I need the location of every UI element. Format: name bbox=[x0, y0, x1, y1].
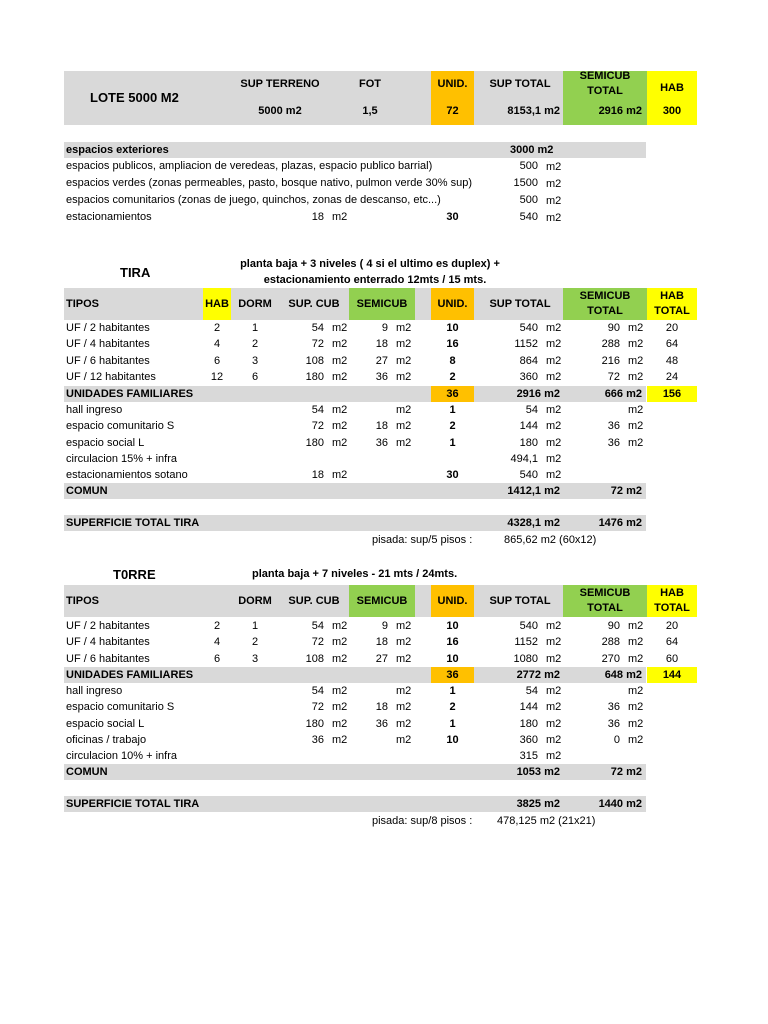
torre-comun-total-semitotal: 72 m2 bbox=[610, 766, 642, 778]
comun-semitotal: 36 bbox=[607, 436, 620, 449]
comun-semicub-unit: m2 bbox=[396, 685, 412, 697]
unit-hab: 2 bbox=[213, 620, 221, 632]
unit-suptotal-unit: m2 bbox=[546, 322, 562, 334]
comun-semicub: 18 bbox=[375, 420, 388, 433]
unit-supcub: 54 bbox=[311, 322, 324, 334]
comun-tipo: oficinas / trabajo bbox=[66, 733, 147, 746]
unit-semicub-unit: m2 bbox=[396, 370, 412, 383]
unit-habtotal: 48 bbox=[665, 354, 679, 367]
lote-hab-label: HAB bbox=[660, 82, 684, 94]
exteriores-row-value: 500 bbox=[519, 194, 538, 206]
comun-suptotal-unit: m2 bbox=[546, 685, 562, 697]
comun-suptotal: 180 bbox=[519, 436, 538, 449]
torre-header-semicub-total-1: SEMICUB bbox=[579, 587, 631, 599]
exteriores-row-unit: m2 bbox=[546, 212, 562, 224]
lote-sup-total-value: 8153,1 m2 bbox=[507, 105, 560, 117]
torre-header-semicub-total-2: TOTAL bbox=[587, 602, 623, 614]
exteriores-row-unid: 30 bbox=[446, 211, 459, 223]
torre-comun-total-suptotal: 1053 m2 bbox=[516, 766, 560, 778]
comun-unid: 1 bbox=[449, 717, 456, 730]
unit-habtotal: 20 bbox=[665, 322, 679, 334]
exteriores-row-label: espacios publicos, ampliacion de veredeas, plazas, espacio publico barrial) bbox=[66, 160, 433, 172]
comun-unid: 30 bbox=[446, 469, 459, 482]
comun-tipo: estacionamientos sotano bbox=[66, 469, 188, 482]
exteriores-header: espacios exteriores bbox=[66, 144, 169, 156]
torre-header-semicub: SEMICUB bbox=[356, 595, 408, 607]
unit-unid: 16 bbox=[446, 338, 459, 351]
tira-pisada-value: 865,62 m2 (60x12) bbox=[504, 534, 597, 546]
comun-tipo: circulacion 10% + infra bbox=[66, 750, 177, 763]
comun-semitotal-unit: m2 bbox=[628, 436, 644, 449]
exteriores-row-label: espacios comunitarios (zonas de juego, quinchos, zonas de descanso, etc...) bbox=[66, 194, 441, 206]
unit-semitotal-unit: m2 bbox=[628, 620, 644, 632]
unit-semicub: 36 bbox=[375, 370, 388, 383]
tira-total-suptotal: 4328,1 m2 bbox=[507, 517, 560, 529]
tira-header-unid: UNID. bbox=[437, 298, 468, 310]
comun-tipo: espacio social L bbox=[66, 436, 145, 449]
unit-hab: 2 bbox=[213, 322, 221, 334]
comun-semicub-unit: m2 bbox=[396, 733, 412, 746]
comun-supcub-unit: m2 bbox=[332, 436, 348, 449]
comun-suptotal-unit: m2 bbox=[546, 404, 562, 416]
tira-uf-total-unid: 36 bbox=[446, 388, 459, 400]
unit-hab: 4 bbox=[213, 338, 221, 351]
unit-suptotal-unit: m2 bbox=[546, 652, 562, 665]
exteriores-header-value: 3000 m2 bbox=[510, 144, 554, 156]
comun-semicub: 36 bbox=[375, 436, 388, 449]
torre-header-hab-total-2: TOTAL bbox=[654, 602, 690, 614]
unit-semitotal: 90 bbox=[607, 322, 620, 334]
lote-semicub-value: 2916 m2 bbox=[598, 105, 642, 117]
unit-suptotal: 360 bbox=[519, 370, 538, 383]
unit-hab: 6 bbox=[213, 354, 221, 367]
torre-total-label: SUPERFICIE TOTAL TIRA bbox=[66, 798, 200, 810]
tira-uf-total-label: UNIDADES FAMILIARES bbox=[66, 388, 194, 400]
comun-supcub: 180 bbox=[305, 436, 324, 449]
comun-supcub: 54 bbox=[311, 404, 324, 416]
comun-suptotal: 315 bbox=[519, 750, 538, 763]
unit-habtotal: 20 bbox=[665, 620, 679, 632]
unit-supcub: 108 bbox=[305, 354, 324, 367]
comun-semicub-unit: m2 bbox=[396, 420, 412, 433]
lote-semicub-label-1: SEMICUB bbox=[579, 70, 631, 82]
unit-habtotal: 64 bbox=[665, 636, 679, 649]
unit-semicub: 18 bbox=[375, 338, 388, 351]
comun-unid: 1 bbox=[449, 685, 456, 697]
comun-supcub: 18 bbox=[311, 469, 324, 482]
tira-pisada-label: pisada: sup/5 pisos : bbox=[372, 534, 473, 546]
unit-semitotal-unit: m2 bbox=[628, 652, 644, 665]
unit-suptotal: 1152 bbox=[514, 636, 538, 649]
unit-dorm: 1 bbox=[251, 620, 259, 632]
comun-suptotal: 180 bbox=[519, 717, 538, 730]
tira-total-label: SUPERFICIE TOTAL TIRA bbox=[66, 517, 200, 529]
unit-semicub: 9 bbox=[381, 620, 388, 632]
comun-semicub-unit: m2 bbox=[396, 404, 412, 416]
unit-dorm: 6 bbox=[251, 370, 259, 383]
tira-header-supcub: SUP. CUB bbox=[288, 298, 340, 310]
comun-suptotal-unit: m2 bbox=[546, 733, 562, 746]
unit-suptotal-unit: m2 bbox=[546, 370, 562, 383]
tira-header-hab-total-1: HAB bbox=[660, 290, 684, 302]
unit-semicub: 27 bbox=[375, 652, 388, 665]
comun-supcub-unit: m2 bbox=[332, 685, 348, 697]
unit-semitotal-unit: m2 bbox=[628, 636, 644, 649]
torre-header-supcub: SUP. CUB bbox=[288, 595, 340, 607]
comun-semitotal: 36 bbox=[607, 717, 620, 730]
exteriores-row-label: espacios verdes (zonas permeables, pasto, bosque nativo, pulmon verde 30% sup) bbox=[66, 177, 473, 189]
unit-supcub-unit: m2 bbox=[332, 636, 348, 649]
comun-unid: 1 bbox=[449, 404, 456, 416]
comun-supcub-unit: m2 bbox=[332, 420, 348, 433]
unit-tipo: UF / 6 habitantes bbox=[66, 354, 150, 367]
tira-comun-total-semitotal: 72 m2 bbox=[610, 485, 642, 497]
comun-suptotal-unit: m2 bbox=[546, 420, 562, 433]
unit-unid: 10 bbox=[446, 620, 459, 632]
comun-semitotal: 0 bbox=[613, 733, 620, 746]
unit-suptotal: 540 bbox=[519, 620, 538, 632]
tira-header-hab: HAB bbox=[205, 298, 229, 310]
unit-dorm: 3 bbox=[251, 354, 259, 367]
unit-supcub-unit: m2 bbox=[332, 322, 348, 334]
unit-semitotal: 288 bbox=[601, 338, 620, 351]
comun-semitotal-unit: m2 bbox=[628, 404, 644, 416]
comun-suptotal: 54 bbox=[525, 404, 538, 416]
tira-header-dorm: DORM bbox=[238, 298, 272, 310]
unit-supcub: 108 bbox=[305, 652, 324, 665]
tira-comun-total-suptotal: 1412,1 m2 bbox=[507, 485, 560, 497]
exteriores-row-unit: m2 bbox=[546, 195, 562, 207]
unit-semitotal: 90 bbox=[607, 620, 620, 632]
tira-header-semicub-total-2: TOTAL bbox=[587, 305, 623, 317]
tira-uf-total-semitotal: 666 m2 bbox=[604, 388, 642, 400]
torre-uf-total-unid: 36 bbox=[446, 669, 459, 681]
lote-semicub-label-2: TOTAL bbox=[587, 85, 623, 97]
unit-supcub: 54 bbox=[311, 620, 324, 632]
unit-semitotal-unit: m2 bbox=[628, 322, 644, 334]
comun-tipo: espacio social L bbox=[66, 717, 145, 730]
unit-supcub-unit: m2 bbox=[332, 620, 348, 632]
unit-suptotal-unit: m2 bbox=[546, 354, 562, 367]
unit-semitotal-unit: m2 bbox=[628, 338, 644, 351]
tira-uf-total-habtotal: 156 bbox=[662, 388, 682, 400]
comun-unid: 1 bbox=[449, 436, 456, 449]
unit-habtotal: 60 bbox=[665, 652, 679, 665]
unit-semitotal: 216 bbox=[601, 354, 620, 367]
lote-sup-terreno-label: SUP TERRENO bbox=[240, 78, 320, 90]
comun-semitotal-unit: m2 bbox=[628, 685, 644, 697]
comun-tipo: hall ingreso bbox=[66, 404, 123, 416]
comun-supcub: 36 bbox=[311, 733, 324, 746]
unit-tipo: UF / 6 habitantes bbox=[66, 652, 150, 665]
tira-title: TIRA bbox=[120, 265, 151, 280]
torre-header-unid: UNID. bbox=[437, 595, 468, 607]
comun-suptotal-unit: m2 bbox=[546, 452, 562, 465]
comun-tipo: hall ingreso bbox=[66, 685, 123, 697]
comun-semitotal: 36 bbox=[607, 420, 620, 433]
comun-supcub-unit: m2 bbox=[332, 701, 348, 714]
unit-tipo: UF / 4 habitantes bbox=[66, 636, 150, 649]
torre-total-semitotal: 1440 m2 bbox=[598, 798, 642, 810]
exteriores-row-value: 1500 bbox=[513, 177, 538, 189]
torre-title: T0RRE bbox=[113, 567, 156, 582]
unit-tipo: UF / 2 habitantes bbox=[66, 620, 150, 632]
unit-habtotal: 64 bbox=[665, 338, 679, 351]
tira-note-2: estacionamiento enterrado 12mts / 15 mts. bbox=[263, 274, 487, 286]
torre-header-suptotal: SUP TOTAL bbox=[489, 595, 551, 607]
exteriores-row-unit: m2 bbox=[546, 178, 562, 190]
unit-dorm: 3 bbox=[251, 652, 259, 665]
comun-semitotal-unit: m2 bbox=[628, 420, 644, 433]
unit-semitotal: 288 bbox=[601, 636, 620, 649]
comun-semicub: 36 bbox=[375, 717, 388, 730]
tira-comun-total-label: COMUN bbox=[66, 485, 108, 497]
lote-hab-value: 300 bbox=[662, 105, 682, 117]
tira-note-1: planta baja + 3 niveles ( 4 si el ultimo es duplex) + bbox=[240, 258, 500, 270]
unit-supcub-unit: m2 bbox=[332, 370, 348, 383]
comun-unid: 2 bbox=[449, 701, 456, 714]
comun-tipo: espacio comunitario S bbox=[66, 420, 175, 433]
lote-unid-label: UNID. bbox=[437, 78, 468, 90]
comun-supcub-unit: m2 bbox=[332, 404, 348, 416]
unit-habtotal: 24 bbox=[665, 370, 679, 383]
unit-tipo: UF / 2 habitantes bbox=[66, 322, 150, 334]
unit-semitotal-unit: m2 bbox=[628, 370, 644, 383]
unit-semitotal: 72 bbox=[607, 370, 620, 383]
unit-semicub-unit: m2 bbox=[396, 354, 412, 367]
unit-unid: 10 bbox=[446, 652, 459, 665]
unit-dorm: 2 bbox=[251, 338, 259, 351]
comun-semitotal-unit: m2 bbox=[628, 733, 644, 746]
unit-hab: 12 bbox=[210, 370, 224, 383]
comun-suptotal-unit: m2 bbox=[546, 750, 562, 763]
comun-suptotal: 540 bbox=[519, 469, 538, 482]
exteriores-row-value: 500 bbox=[519, 160, 538, 172]
comun-supcub-unit: m2 bbox=[332, 469, 348, 482]
tira-total-semitotal: 1476 m2 bbox=[598, 517, 642, 529]
comun-tipo: circulacion 15% + infra bbox=[66, 452, 177, 465]
lote-unid-value: 72 bbox=[446, 105, 459, 117]
tira-header-tipos: TIPOS bbox=[66, 298, 100, 310]
unit-supcub: 180 bbox=[305, 370, 324, 383]
unit-semicub: 18 bbox=[375, 636, 388, 649]
unit-tipo: UF / 12 habitantes bbox=[66, 370, 156, 383]
tira-header-semicub: SEMICUB bbox=[356, 298, 408, 310]
lote-fot-value: 1,5 bbox=[362, 105, 378, 117]
lote-sup-total-label: SUP TOTAL bbox=[489, 78, 551, 90]
comun-suptotal-unit: m2 bbox=[546, 717, 562, 730]
unit-suptotal: 540 bbox=[519, 322, 538, 334]
comun-suptotal-unit: m2 bbox=[546, 469, 562, 482]
comun-semitotal-unit: m2 bbox=[628, 717, 644, 730]
exteriores-row-supcub: 18 bbox=[311, 211, 324, 223]
unit-suptotal: 864 bbox=[519, 354, 538, 367]
tira-header-hab-total-2: TOTAL bbox=[654, 305, 690, 317]
unit-suptotal-unit: m2 bbox=[546, 338, 562, 351]
exteriores-row-unit: m2 bbox=[546, 161, 562, 173]
comun-suptotal: 360 bbox=[519, 733, 538, 746]
comun-supcub: 72 bbox=[311, 701, 324, 714]
comun-suptotal: 494,1 bbox=[510, 452, 538, 465]
torre-header-tipos: TIPOS bbox=[66, 595, 100, 607]
comun-unid: 2 bbox=[449, 420, 456, 433]
unit-semicub-unit: m2 bbox=[396, 620, 412, 632]
torre-pisada-label: pisada: sup/8 pisos : bbox=[372, 815, 473, 827]
comun-tipo: espacio comunitario S bbox=[66, 701, 175, 714]
comun-supcub-unit: m2 bbox=[332, 717, 348, 730]
tira-header-semicub-total-1: SEMICUB bbox=[579, 290, 631, 302]
unit-semicub-unit: m2 bbox=[396, 652, 412, 665]
torre-header-hab-total-1: HAB bbox=[660, 587, 684, 599]
comun-suptotal: 144 bbox=[519, 420, 538, 433]
torre-uf-total-label: UNIDADES FAMILIARES bbox=[66, 669, 194, 681]
unit-suptotal-unit: m2 bbox=[546, 620, 562, 632]
torre-note-1: planta baja + 7 niveles - 21 mts / 24mts. bbox=[252, 568, 458, 580]
comun-semicub-unit: m2 bbox=[396, 717, 412, 730]
lote-sup-terreno-value: 5000 m2 bbox=[258, 105, 302, 117]
unit-dorm: 2 bbox=[251, 636, 259, 649]
unit-suptotal: 1152 bbox=[514, 338, 538, 351]
exteriores-row-supcub-unit: m2 bbox=[332, 211, 348, 223]
lote-fot-label: FOT bbox=[359, 78, 381, 90]
torre-pisada-value: 478,125 m2 (21x21) bbox=[497, 815, 596, 827]
unit-supcub-unit: m2 bbox=[332, 652, 348, 665]
unit-unid: 10 bbox=[446, 322, 459, 334]
unit-semicub-unit: m2 bbox=[396, 636, 412, 649]
comun-supcub: 180 bbox=[305, 717, 324, 730]
torre-comun-total-label: COMUN bbox=[66, 766, 108, 778]
comun-supcub: 54 bbox=[311, 685, 324, 697]
comun-suptotal: 54 bbox=[525, 685, 538, 697]
comun-suptotal-unit: m2 bbox=[546, 701, 562, 714]
torre-uf-total-suptotal: 2772 m2 bbox=[516, 669, 560, 681]
comun-semitotal: 36 bbox=[607, 701, 620, 714]
exteriores-row-label: estacionamientos bbox=[66, 211, 152, 223]
unit-hab: 4 bbox=[213, 636, 221, 649]
unit-tipo: UF / 4 habitantes bbox=[66, 338, 150, 351]
torre-total-suptotal: 3825 m2 bbox=[516, 798, 560, 810]
comun-supcub-unit: m2 bbox=[332, 733, 348, 746]
unit-suptotal-unit: m2 bbox=[546, 636, 562, 649]
tira-header-suptotal: SUP TOTAL bbox=[489, 298, 551, 310]
unit-suptotal: 1080 bbox=[513, 652, 538, 665]
unit-hab: 6 bbox=[213, 652, 221, 665]
unit-semicub-unit: m2 bbox=[396, 338, 412, 351]
lote-title: LOTE 5000 M2 bbox=[90, 90, 179, 105]
unit-semitotal: 270 bbox=[601, 652, 620, 665]
unit-unid: 2 bbox=[449, 370, 456, 383]
torre-header-dorm: DORM bbox=[238, 595, 272, 607]
unit-supcub: 72 bbox=[311, 338, 324, 351]
comun-suptotal: 144 bbox=[519, 701, 538, 714]
unit-supcub-unit: m2 bbox=[332, 338, 348, 351]
unit-unid: 16 bbox=[446, 636, 459, 649]
unit-semitotal-unit: m2 bbox=[628, 354, 644, 367]
exteriores-row-value: 540 bbox=[519, 211, 538, 223]
unit-supcub-unit: m2 bbox=[332, 354, 348, 367]
unit-semicub: 27 bbox=[375, 354, 388, 367]
comun-suptotal-unit: m2 bbox=[546, 436, 562, 449]
comun-semicub: 18 bbox=[375, 701, 388, 714]
torre-uf-total-semitotal: 648 m2 bbox=[604, 669, 642, 681]
comun-semicub-unit: m2 bbox=[396, 701, 412, 714]
unit-semicub-unit: m2 bbox=[396, 322, 412, 334]
comun-semicub-unit: m2 bbox=[396, 436, 412, 449]
torre-uf-total-habtotal: 144 bbox=[662, 669, 682, 681]
unit-supcub: 72 bbox=[311, 636, 324, 649]
unit-semicub: 9 bbox=[381, 322, 388, 334]
comun-unid: 10 bbox=[446, 733, 459, 746]
unit-unid: 8 bbox=[449, 354, 456, 367]
comun-semitotal-unit: m2 bbox=[628, 701, 644, 714]
tira-uf-total-suptotal: 2916 m2 bbox=[516, 388, 560, 400]
unit-dorm: 1 bbox=[251, 322, 259, 334]
comun-supcub: 72 bbox=[311, 420, 324, 433]
